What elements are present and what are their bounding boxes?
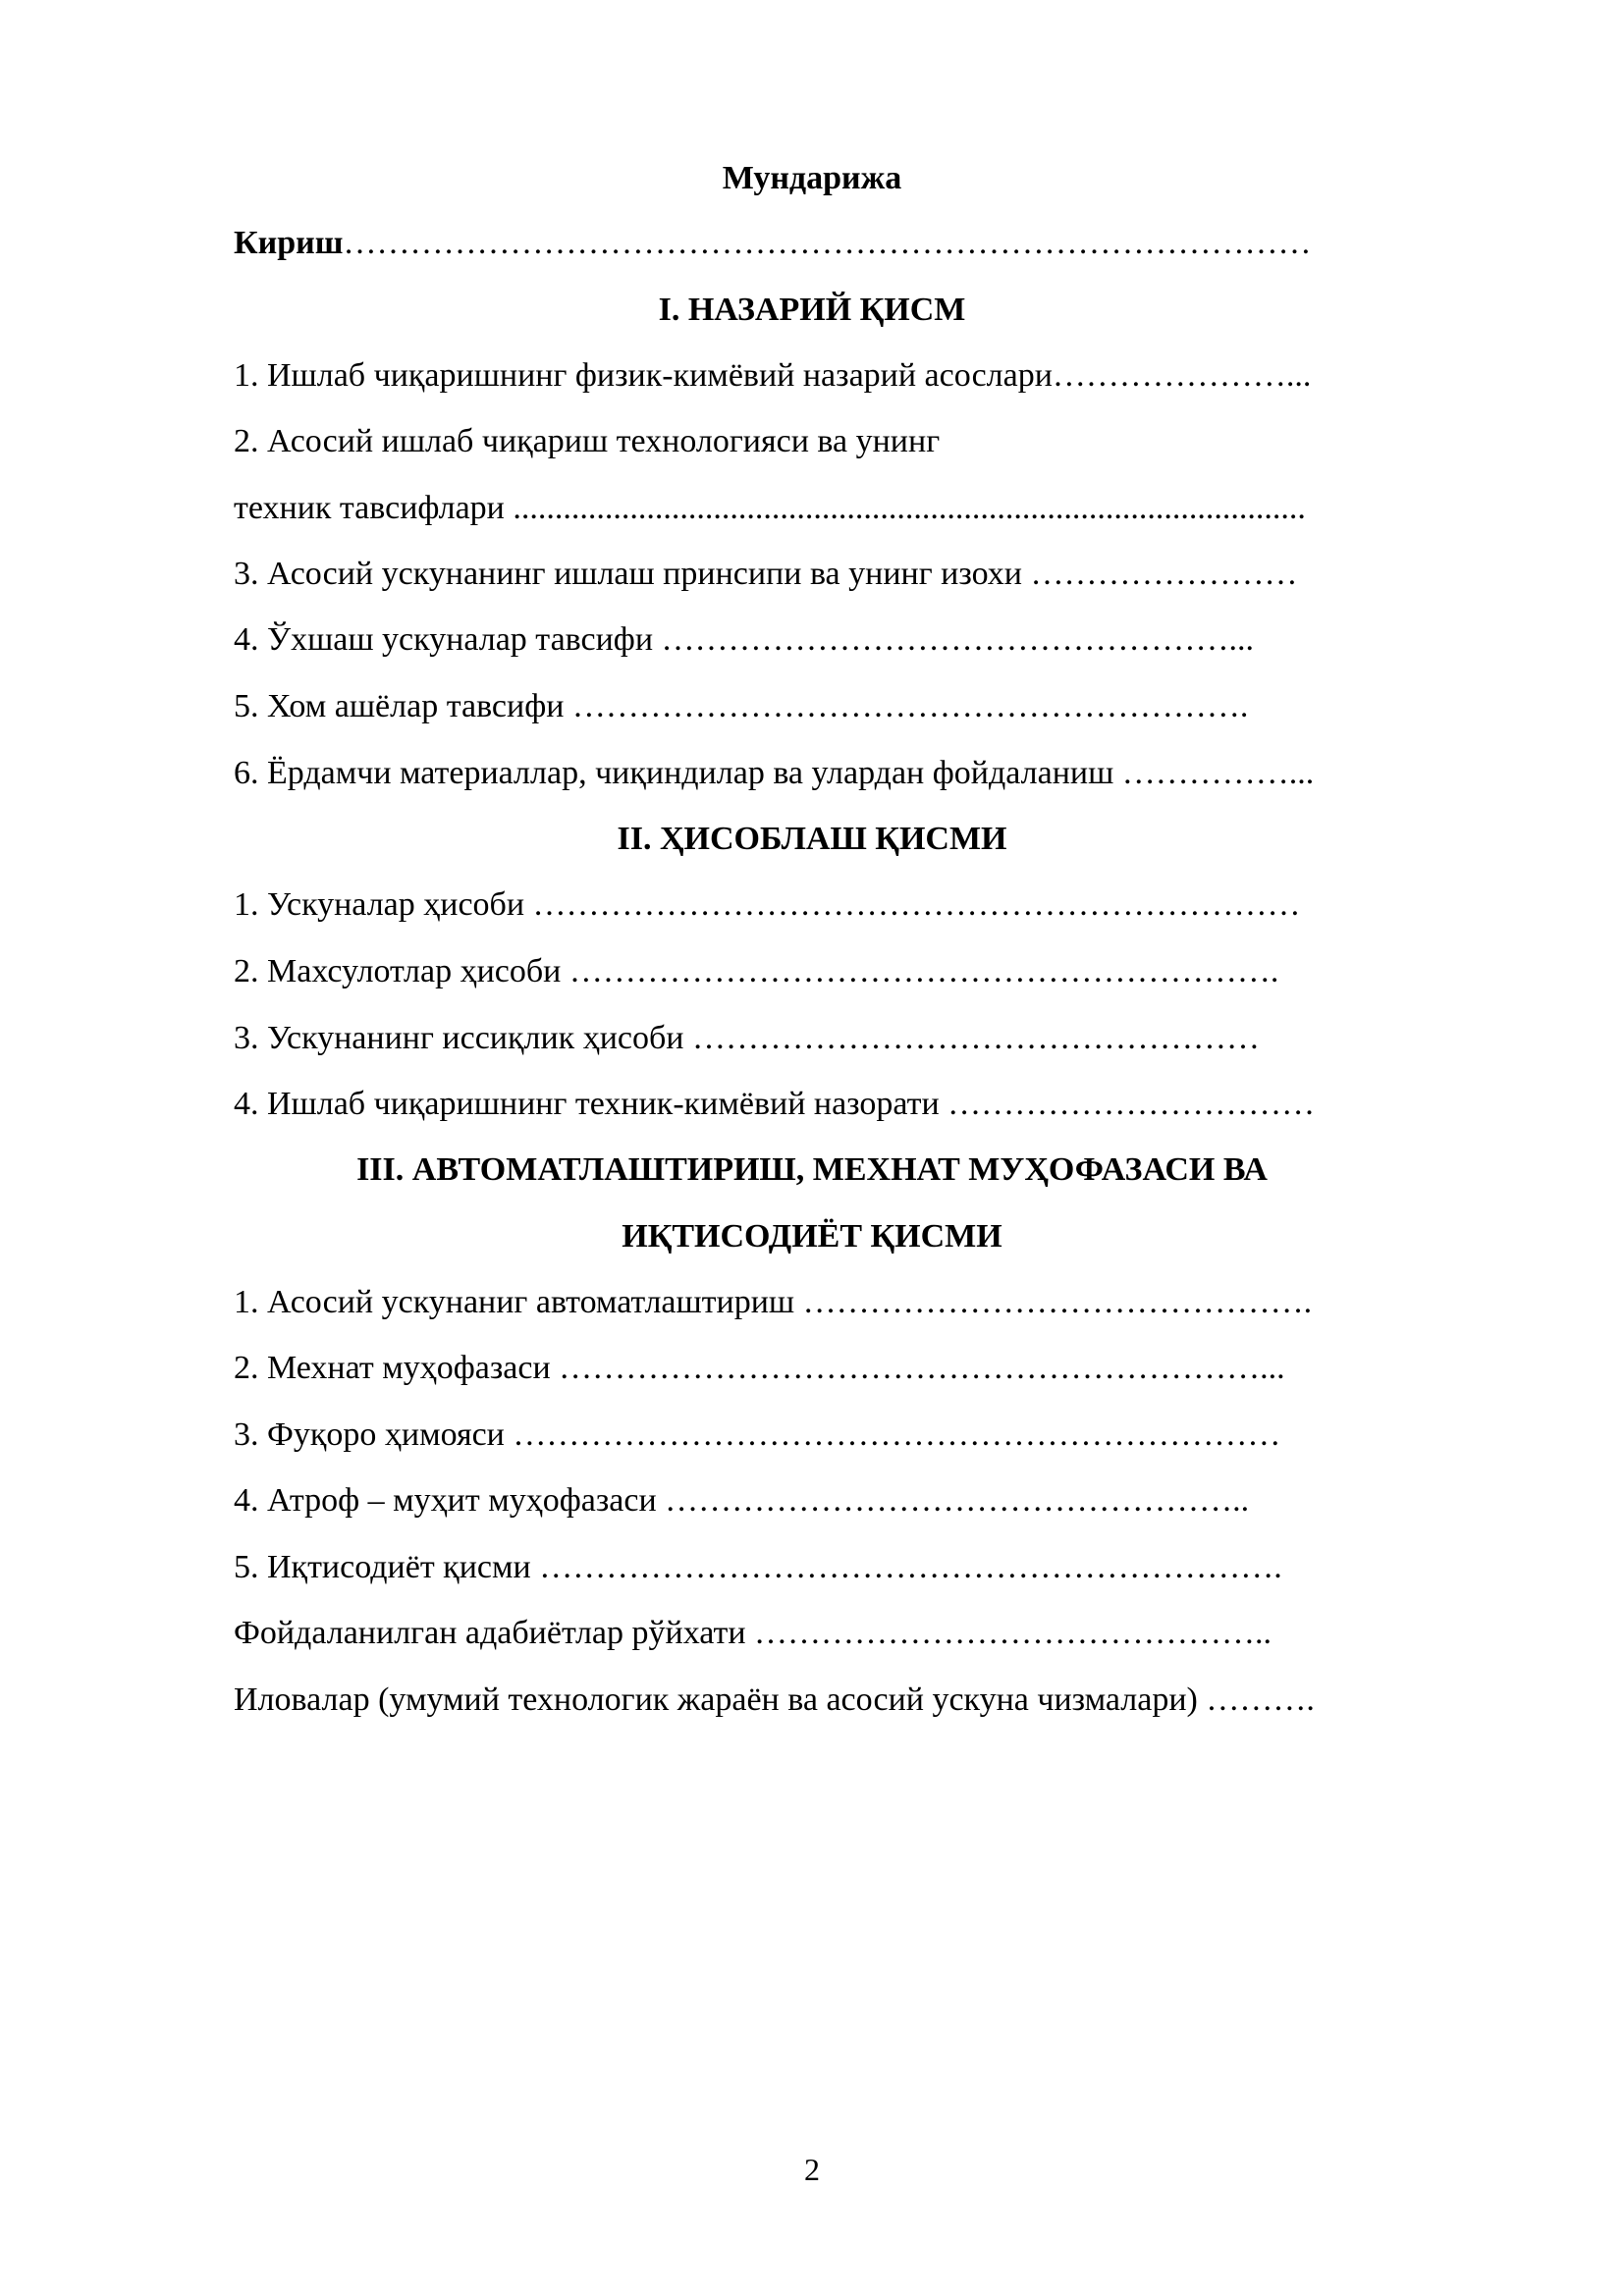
toc-entry: 4. Ишлаб чиқаришнинг техник-кимёвий назорати ……………………………	[234, 1086, 1316, 1122]
toc-entry-intro-label: Кириш	[234, 225, 344, 261]
toc-entry: 1. Ишлаб чиқаришнинг физик-кимёвий назарий асослари…………………...	[234, 357, 1312, 394]
toc-entry-intro	[234, 224, 1311, 263]
section-heading-3-line1: III. АВТОМАТЛАШТИРИШ, МЕХНАТ МУҲОФАЗАСИ ВА	[356, 1151, 1268, 1188]
toc-entry: Фойдаланилган адабиётлар рўйхати ………………………………………..	[234, 1615, 1272, 1651]
toc-entry: 3. Фуқоро ҳимояси ……………………………………………………………	[234, 1416, 1281, 1453]
toc-entry-intro-dots: ……………………………………………………………………………	[343, 225, 1312, 261]
toc-entry: техник тавсифлари ...............................................................................................	[234, 490, 1306, 526]
toc-entry: Иловалар (умумий технологик жараён ва асосий ускуна чизмалари) ……….	[234, 1682, 1315, 1718]
toc-entry: 4. Ўхшаш ускуналар тавсифи ……………………………………………...	[234, 621, 1255, 658]
toc-entry: 3. Ускунанинг иссиқлик ҳисоби ……………………………………………	[234, 1020, 1260, 1056]
toc-entry: 6. Ёрдамчи материаллар, чиқиндилар ва улардан фойдаланиш ……………...	[234, 755, 1315, 791]
section-heading-2: II. ҲИСОБЛАШ ҚИСМИ	[617, 821, 1007, 857]
section-heading-1: I. НАЗАРИЙ ҚИСМ	[658, 292, 966, 328]
toc-entry: 5. Иқтисодиёт қисми ………………………………………………………….	[234, 1549, 1282, 1585]
toc-entry: 3. Асосий ускунанинг ишлаш принсипи ва унинг изохи ……………………	[234, 556, 1298, 592]
toc-entry: 4. Атроф – муҳит муҳофазаси ……………………………………………..	[234, 1482, 1250, 1519]
toc-entry: 1. Асосий ускунаниг автоматлаштириш ……………………………………….	[234, 1284, 1313, 1320]
toc-entry: 2. Асосий ишлаб чиқариш технологияси ва унинг	[234, 423, 941, 459]
toc-entry: 1. Ускуналар ҳисоби ……………………………………………………………	[234, 886, 1301, 923]
toc-entry: 2. Мехнат муҳофазаси ………………………………………………………...	[234, 1350, 1285, 1386]
toc-entry: 2. Махсулотлар ҳисоби ……………………………………………………….	[234, 953, 1279, 989]
toc-entry: 5. Хом ашёлар тавсифи …………………………………………………….	[234, 688, 1249, 724]
section-heading-3-line2: ИҚТИСОДИЁТ ҚИСМИ	[622, 1218, 1002, 1255]
page-number: 2	[804, 2152, 820, 2187]
toc-title: Мундарижа	[722, 160, 902, 196]
